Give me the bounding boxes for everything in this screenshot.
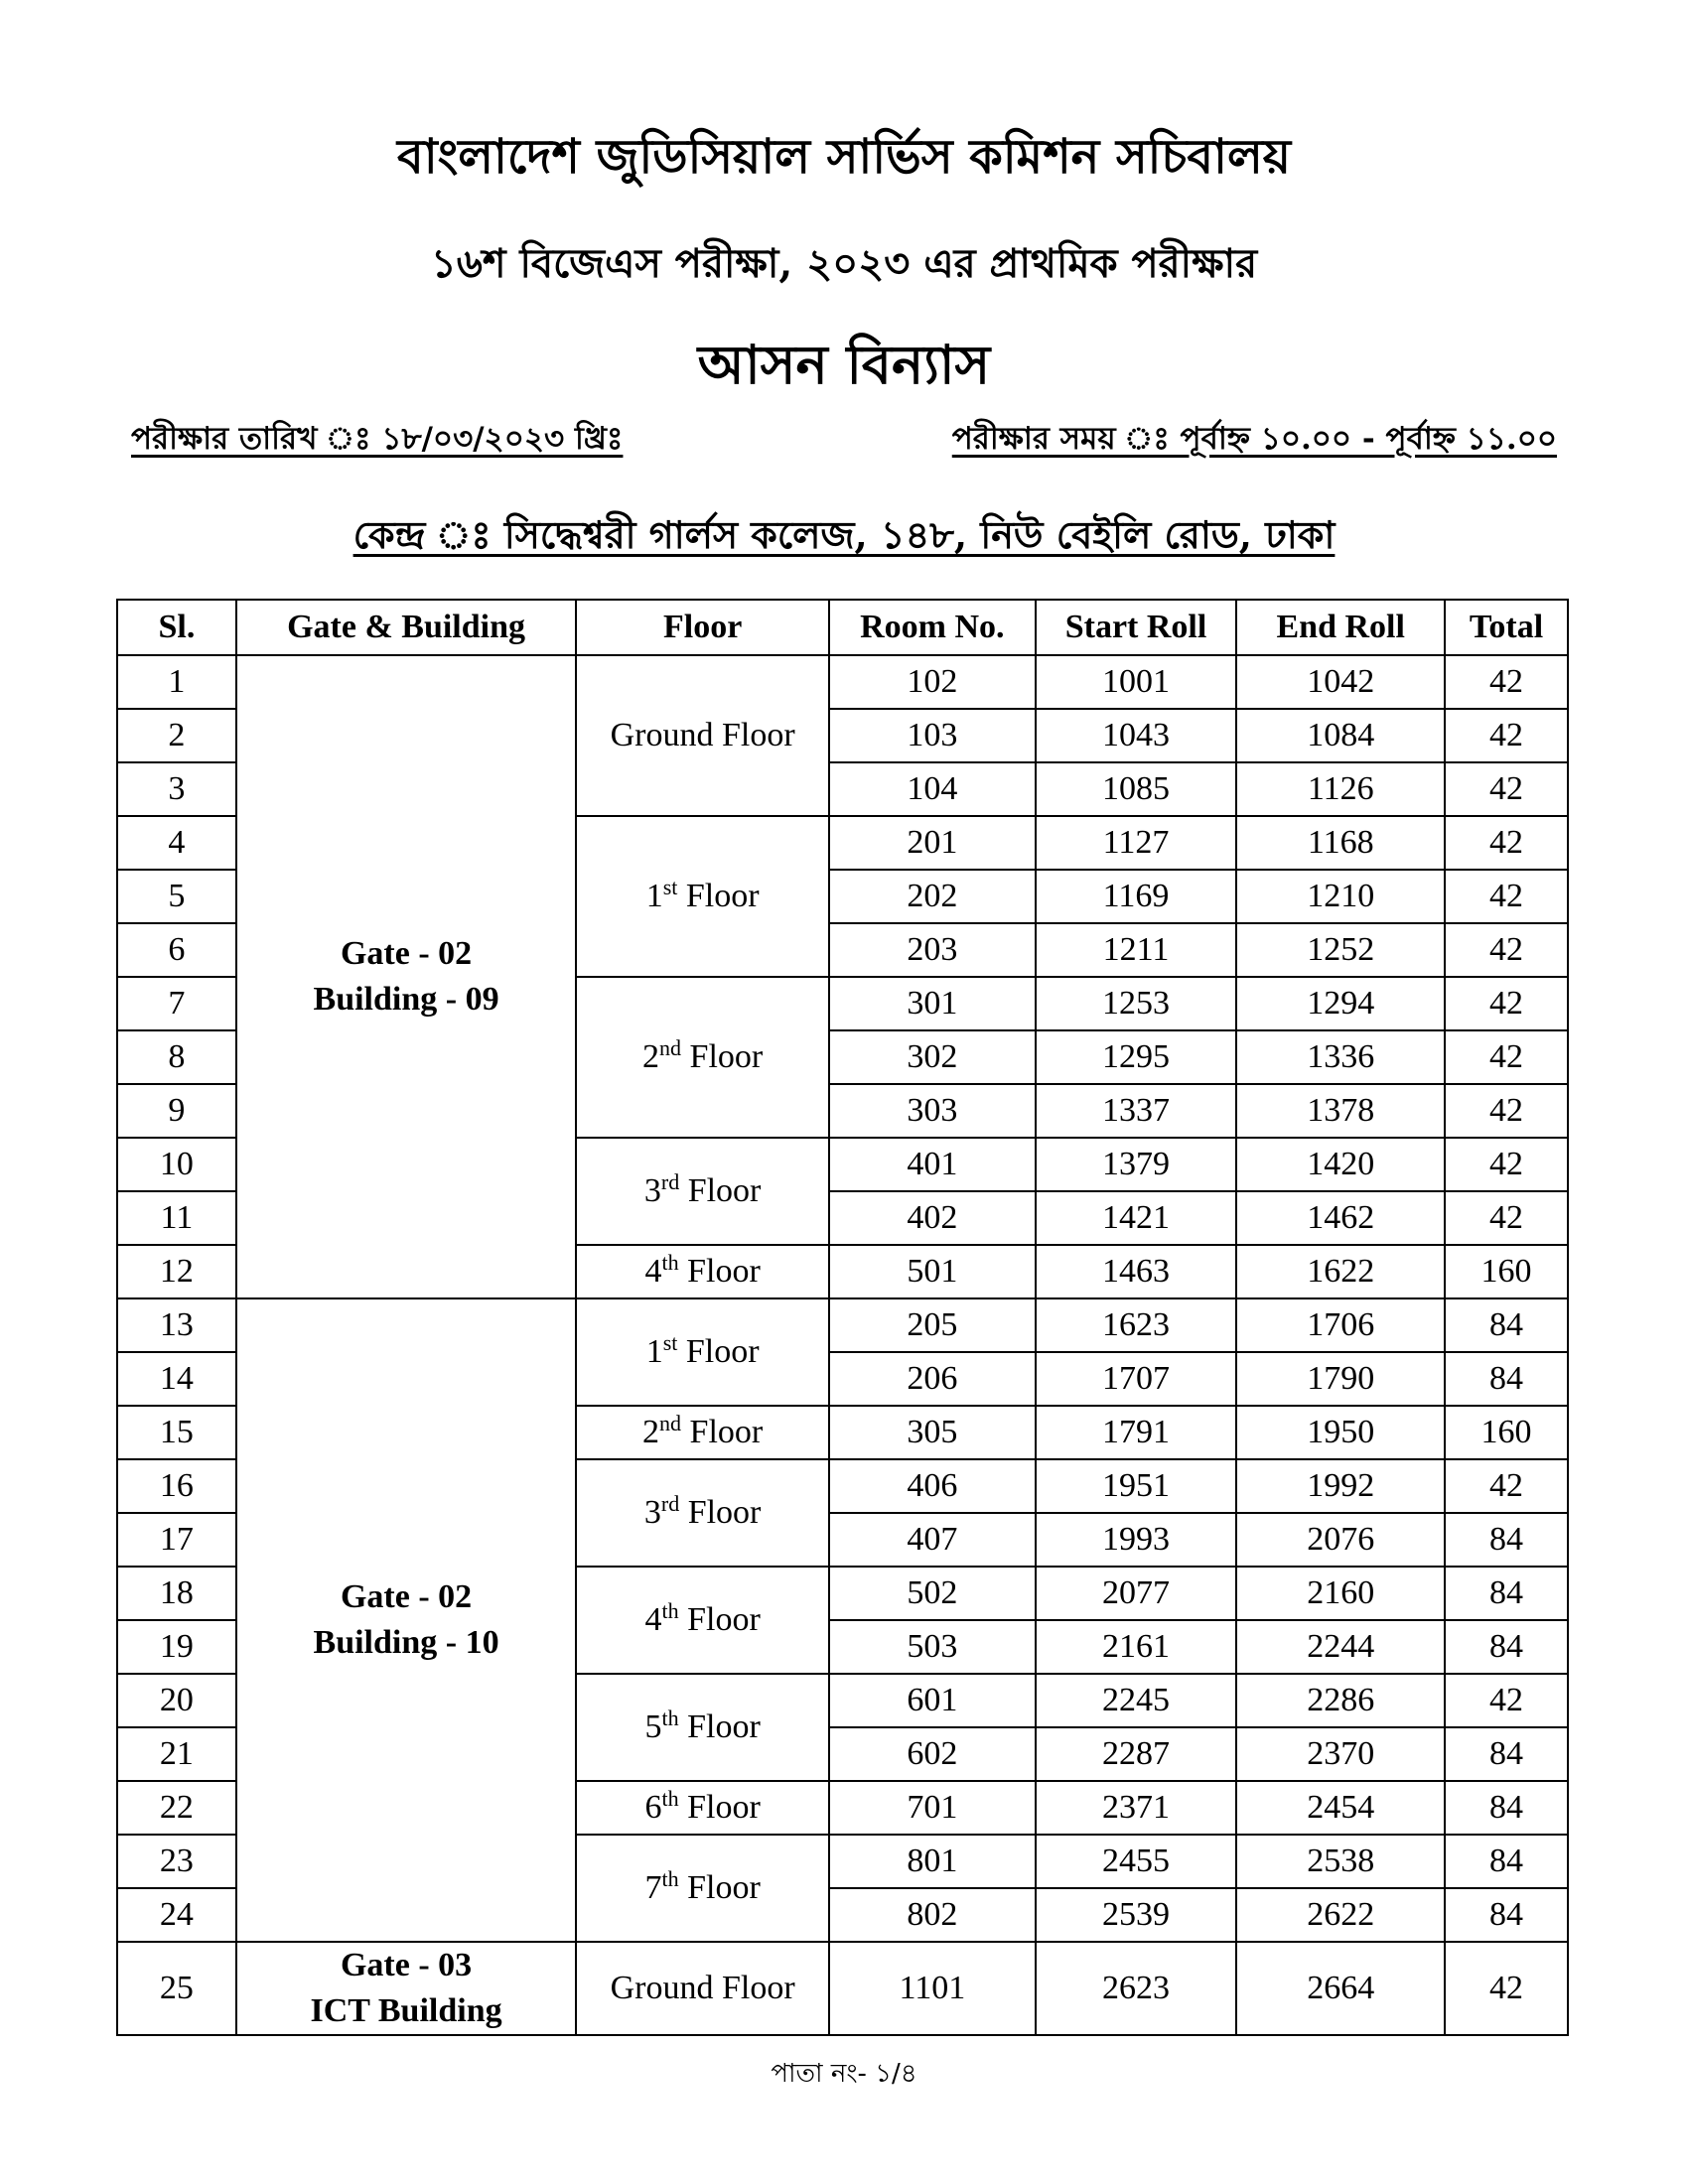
floor-ordinal-suffix: th — [661, 1866, 679, 1891]
cell-start-roll: 1993 — [1036, 1513, 1237, 1567]
cell-sl: 4 — [117, 816, 236, 870]
floor-number: Ground Floor — [610, 717, 795, 753]
cell-sl: 19 — [117, 1620, 236, 1674]
floor-ordinal-suffix: rd — [660, 1169, 680, 1194]
floor-number: Ground Floor — [610, 1970, 795, 2006]
cell-total: 84 — [1445, 1727, 1568, 1781]
cell-end-roll: 1294 — [1236, 977, 1445, 1030]
floor-word: Floor — [687, 1869, 761, 1906]
cell-sl: 16 — [117, 1459, 236, 1513]
col-header-end-roll: End Roll — [1236, 600, 1445, 655]
cell-start-roll: 2455 — [1036, 1835, 1237, 1888]
exam-title: ১৬শ বিজেএস পরীক্ষা, ২০২৩ এর প্রাথমিক পরীক্ষার — [430, 240, 1258, 287]
cell-total: 84 — [1445, 1352, 1568, 1406]
col-header-total: Total — [1445, 600, 1568, 655]
cell-total: 42 — [1445, 709, 1568, 762]
table-header-row — [117, 600, 1568, 655]
cell-sl: 14 — [117, 1352, 236, 1406]
floor-word: Floor — [689, 1038, 764, 1075]
cell-room: 407 — [829, 1513, 1036, 1567]
cell-room: 201 — [829, 816, 1036, 870]
cell-room: 202 — [829, 870, 1036, 923]
cell-sl: 8 — [117, 1030, 236, 1084]
cell-gate-building — [236, 655, 577, 1298]
cell-start-roll: 2539 — [1036, 1888, 1237, 1942]
floor-ordinal-suffix: th — [661, 1598, 679, 1623]
cell-room: 1101 — [829, 1942, 1036, 2035]
cell-total: 160 — [1445, 1245, 1568, 1298]
building-line: Building - 09 — [313, 981, 499, 1018]
cell-end-roll: 2664 — [1236, 1942, 1445, 2035]
cell-total: 42 — [1445, 1942, 1568, 2035]
cell-end-roll: 2370 — [1236, 1727, 1445, 1781]
gate-line: Gate - 02 — [340, 1578, 473, 1615]
cell-end-roll: 1706 — [1236, 1298, 1445, 1352]
cell-room: 502 — [829, 1567, 1036, 1620]
cell-room: 503 — [829, 1620, 1036, 1674]
cell-end-roll: 2454 — [1236, 1781, 1445, 1835]
table-row — [117, 1298, 1568, 1352]
seat-plan-table — [116, 599, 1569, 2036]
cell-end-roll: 1622 — [1236, 1245, 1445, 1298]
cell-start-roll: 1951 — [1036, 1459, 1237, 1513]
floor-word: Floor — [687, 1708, 761, 1745]
floor-ordinal-suffix: rd — [660, 1491, 680, 1516]
cell-end-roll: 1336 — [1236, 1030, 1445, 1084]
cell-sl: 25 — [117, 1942, 236, 2035]
col-header-gate-building: Gate & Building — [236, 600, 577, 655]
cell-sl: 6 — [117, 923, 236, 977]
cell-start-roll: 1337 — [1036, 1084, 1237, 1138]
cell-room: 501 — [829, 1245, 1036, 1298]
col-header-start-roll: Start Roll — [1036, 600, 1237, 655]
page-number: পাতা নং- ১/৪ — [771, 2059, 917, 2089]
col-header-floor: Floor — [576, 600, 829, 655]
col-header-sl: Sl. — [117, 600, 236, 655]
building-line: Building - 10 — [313, 1624, 499, 1661]
floor-ordinal-suffix: th — [661, 1706, 679, 1730]
floor-word: Floor — [687, 1494, 762, 1531]
building-line: ICT Building — [310, 1992, 502, 2029]
cell-start-roll: 1791 — [1036, 1406, 1237, 1459]
cell-total: 84 — [1445, 1888, 1568, 1942]
gate-line: Gate - 02 — [340, 935, 473, 972]
cell-total: 84 — [1445, 1781, 1568, 1835]
cell-total: 42 — [1445, 1138, 1568, 1191]
floor-word: Floor — [687, 1172, 762, 1209]
cell-room: 103 — [829, 709, 1036, 762]
floor-ordinal-suffix: th — [661, 1250, 679, 1275]
cell-room: 104 — [829, 762, 1036, 816]
cell-start-roll: 1169 — [1036, 870, 1237, 923]
cell-start-roll: 2287 — [1036, 1727, 1237, 1781]
cell-sl: 12 — [117, 1245, 236, 1298]
floor-number: 3 — [643, 1172, 661, 1209]
floor-word: Floor — [687, 1253, 761, 1290]
cell-end-roll: 1042 — [1236, 655, 1445, 709]
cell-sl: 23 — [117, 1835, 236, 1888]
organization-title: বাংলাদেশ জুডিসিয়াল সার্ভিস কমিশন সচিবালয় — [396, 129, 1291, 185]
cell-floor — [576, 1781, 829, 1835]
cell-room: 305 — [829, 1406, 1036, 1459]
cell-total: 84 — [1445, 1567, 1568, 1620]
cell-room: 303 — [829, 1084, 1036, 1138]
cell-floor — [576, 1459, 829, 1567]
cell-room: 801 — [829, 1835, 1036, 1888]
cell-gate-building — [236, 1942, 577, 2035]
floor-word: Floor — [687, 1601, 761, 1638]
floor-ordinal-suffix: st — [662, 1330, 678, 1355]
floor-number: 3 — [643, 1494, 661, 1531]
cell-sl: 21 — [117, 1727, 236, 1781]
cell-start-roll: 1211 — [1036, 923, 1237, 977]
cell-sl: 13 — [117, 1298, 236, 1352]
floor-number: 1 — [645, 878, 663, 914]
cell-room: 601 — [829, 1674, 1036, 1727]
cell-floor — [576, 655, 829, 816]
cell-sl: 9 — [117, 1084, 236, 1138]
cell-floor — [576, 1942, 829, 2035]
cell-sl: 15 — [117, 1406, 236, 1459]
floor-word: Floor — [687, 1789, 761, 1826]
cell-room: 402 — [829, 1191, 1036, 1245]
exam-center-text: কেন্দ্র ঃ সিদ্ধেশ্বরী গার্লস কলেজ, ১৪৮, নিউ বেইলি রোড, ঢাকা — [352, 512, 1336, 557]
cell-room: 701 — [829, 1781, 1036, 1835]
cell-start-roll: 1043 — [1036, 709, 1237, 762]
cell-sl: 10 — [117, 1138, 236, 1191]
cell-end-roll: 1950 — [1236, 1406, 1445, 1459]
cell-floor — [576, 816, 829, 977]
cell-end-roll: 1210 — [1236, 870, 1445, 923]
cell-total: 42 — [1445, 870, 1568, 923]
cell-sl: 18 — [117, 1567, 236, 1620]
cell-floor — [576, 977, 829, 1138]
cell-sl: 24 — [117, 1888, 236, 1942]
floor-number: 7 — [644, 1869, 662, 1906]
cell-room: 406 — [829, 1459, 1036, 1513]
cell-total: 42 — [1445, 923, 1568, 977]
cell-end-roll: 2538 — [1236, 1835, 1445, 1888]
floor-word: Floor — [685, 1333, 760, 1370]
floor-number: 6 — [644, 1789, 662, 1826]
floor-number: 2 — [642, 1038, 660, 1075]
gate-line: Gate - 03 — [340, 1947, 473, 1983]
floor-number: 2 — [642, 1414, 660, 1450]
cell-start-roll: 1085 — [1036, 762, 1237, 816]
cell-end-roll: 2622 — [1236, 1888, 1445, 1942]
cell-start-roll: 1127 — [1036, 816, 1237, 870]
cell-sl: 17 — [117, 1513, 236, 1567]
cell-end-roll: 2160 — [1236, 1567, 1445, 1620]
cell-gate-building — [236, 1298, 577, 1942]
cell-floor — [576, 1406, 829, 1459]
cell-total: 42 — [1445, 1030, 1568, 1084]
floor-ordinal-suffix: nd — [659, 1035, 682, 1060]
cell-total: 42 — [1445, 1674, 1568, 1727]
cell-start-roll: 2077 — [1036, 1567, 1237, 1620]
cell-end-roll: 1462 — [1236, 1191, 1445, 1245]
floor-number: 4 — [644, 1253, 662, 1290]
exam-date: পরীক্ষার তারিখ ঃ ১৮/০৩/২০২৩ খ্রিঃ — [131, 421, 624, 457]
cell-room: 102 — [829, 655, 1036, 709]
cell-end-roll: 2286 — [1236, 1674, 1445, 1727]
cell-start-roll: 1623 — [1036, 1298, 1237, 1352]
cell-total: 84 — [1445, 1620, 1568, 1674]
cell-room: 301 — [829, 977, 1036, 1030]
floor-number: 4 — [644, 1601, 662, 1638]
cell-sl: 3 — [117, 762, 236, 816]
cell-sl: 2 — [117, 709, 236, 762]
table-row — [117, 1942, 1568, 2035]
cell-end-roll: 1790 — [1236, 1352, 1445, 1406]
exam-time: পরীক্ষার সময় ঃ পূর্বাহ্ন ১০.০০ - পূর্বাহ্ন ১১.০০ — [951, 421, 1557, 457]
cell-total: 42 — [1445, 816, 1568, 870]
cell-total: 84 — [1445, 1298, 1568, 1352]
cell-total: 42 — [1445, 655, 1568, 709]
cell-start-roll: 2623 — [1036, 1942, 1237, 2035]
cell-total: 42 — [1445, 762, 1568, 816]
cell-start-roll: 1421 — [1036, 1191, 1237, 1245]
cell-total: 42 — [1445, 1459, 1568, 1513]
cell-end-roll: 1378 — [1236, 1084, 1445, 1138]
cell-floor — [576, 1674, 829, 1781]
cell-room: 802 — [829, 1888, 1036, 1942]
col-header-room: Room No. — [829, 600, 1036, 655]
cell-total: 160 — [1445, 1406, 1568, 1459]
cell-floor — [576, 1567, 829, 1674]
cell-total: 42 — [1445, 1084, 1568, 1138]
cell-start-roll: 1379 — [1036, 1138, 1237, 1191]
floor-ordinal-suffix: nd — [659, 1411, 682, 1435]
cell-start-roll: 2245 — [1036, 1674, 1237, 1727]
floor-number: 5 — [644, 1708, 662, 1745]
cell-floor — [576, 1138, 829, 1245]
cell-end-roll: 2244 — [1236, 1620, 1445, 1674]
cell-total: 42 — [1445, 1191, 1568, 1245]
cell-start-roll: 1253 — [1036, 977, 1237, 1030]
cell-start-roll: 1001 — [1036, 655, 1237, 709]
cell-sl: 11 — [117, 1191, 236, 1245]
floor-word: Floor — [689, 1414, 764, 1450]
cell-room: 302 — [829, 1030, 1036, 1084]
document-title: আসন বিন্যাস — [697, 333, 991, 396]
cell-end-roll: 1252 — [1236, 923, 1445, 977]
cell-sl: 1 — [117, 655, 236, 709]
exam-center — [0, 506, 1688, 570]
cell-start-roll: 1463 — [1036, 1245, 1237, 1298]
cell-room: 203 — [829, 923, 1036, 977]
cell-end-roll: 1168 — [1236, 816, 1445, 870]
cell-end-roll: 1992 — [1236, 1459, 1445, 1513]
cell-end-roll: 2076 — [1236, 1513, 1445, 1567]
table-row — [117, 655, 1568, 709]
cell-sl: 7 — [117, 977, 236, 1030]
cell-total: 42 — [1445, 977, 1568, 1030]
cell-total: 84 — [1445, 1835, 1568, 1888]
cell-start-roll: 2371 — [1036, 1781, 1237, 1835]
cell-floor — [576, 1245, 829, 1298]
floor-word: Floor — [685, 878, 760, 914]
floor-ordinal-suffix: st — [662, 875, 678, 899]
cell-floor — [576, 1835, 829, 1942]
cell-end-roll: 1126 — [1236, 762, 1445, 816]
cell-end-roll: 1420 — [1236, 1138, 1445, 1191]
cell-room: 205 — [829, 1298, 1036, 1352]
cell-sl: 5 — [117, 870, 236, 923]
floor-ordinal-suffix: th — [661, 1786, 679, 1811]
cell-sl: 22 — [117, 1781, 236, 1835]
cell-room: 206 — [829, 1352, 1036, 1406]
cell-room: 602 — [829, 1727, 1036, 1781]
cell-start-roll: 2161 — [1036, 1620, 1237, 1674]
cell-total: 84 — [1445, 1513, 1568, 1567]
cell-start-roll: 1707 — [1036, 1352, 1237, 1406]
cell-room: 401 — [829, 1138, 1036, 1191]
cell-end-roll: 1084 — [1236, 709, 1445, 762]
cell-sl: 20 — [117, 1674, 236, 1727]
floor-number: 1 — [645, 1333, 663, 1370]
cell-start-roll: 1295 — [1036, 1030, 1237, 1084]
cell-floor — [576, 1298, 829, 1406]
